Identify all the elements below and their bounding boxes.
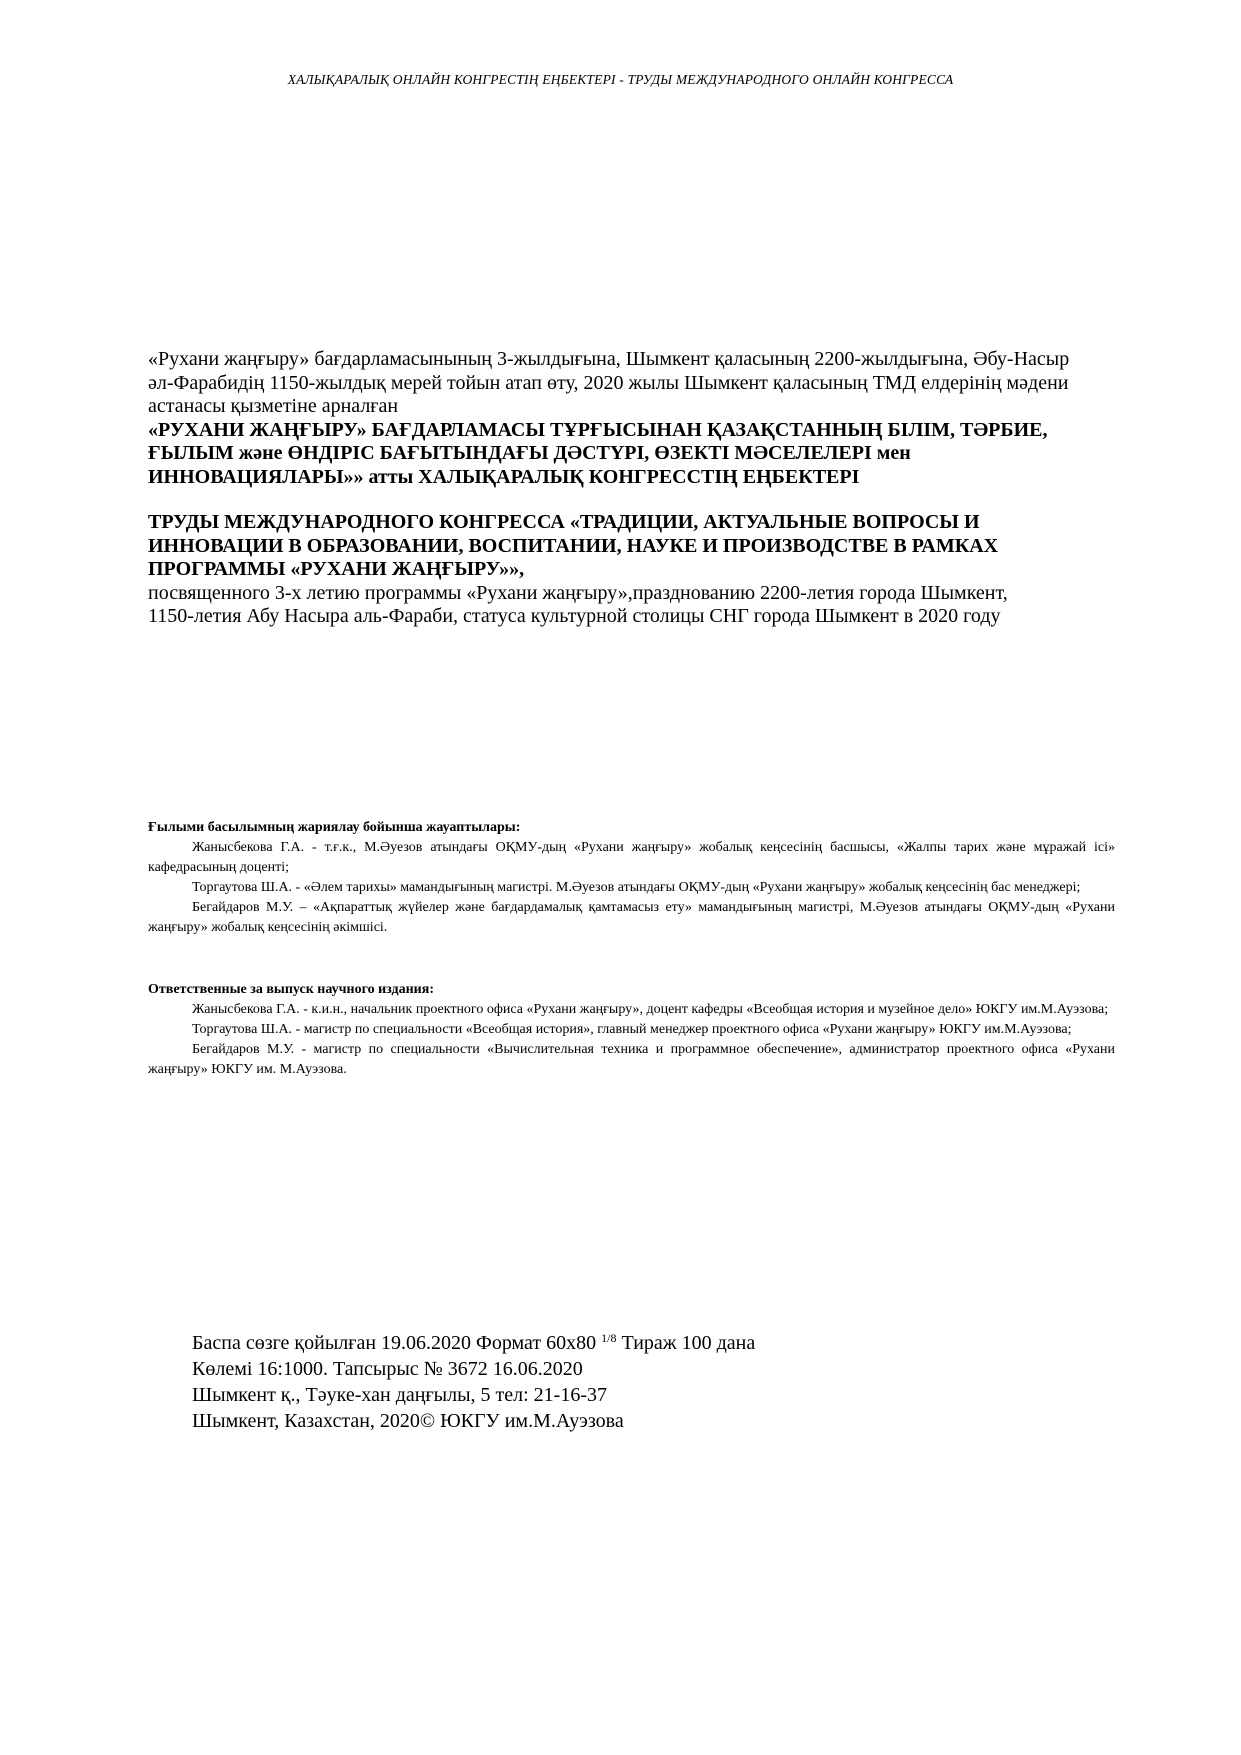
responsible-kz-heading: Ғылыми басылымның жариялау бойынша жауаптылары: [148, 820, 521, 835]
responsible-ru-item: Бегайдаров М.У. - магистр по специальности «Вычислительная техника и программное обеспечение», администратор проектного офиса «Рухани жаңғыру» ЮКГУ им. М.Ауэзова. [148, 1042, 1115, 1077]
imprint-line-4: Шымкент, Казахстан, 2020© ЮКГУ им.М.Ауэзова [192, 1410, 624, 1432]
kz-intro: «Рухани жаңғыру» бағдарламасынының 3-жылдығына, Шымкент қаласының 2200-жылдығына, Әбу-Насыр әл-Фарабидің 1150-жылдық мерей тойын атап өту, 2020 жылы Шымкент қаласының ТМД елдерінің мәдени астанасы қызметіне арналған [148, 348, 1070, 417]
imprint-line-2: Көлемі 16:1000. Тапсырыс № 3672 16.06.2020 [192, 1358, 583, 1380]
format-fraction-denominator: /8 [607, 1331, 617, 1345]
ru-dedication-line-1: посвященного 3-х летию программы «Рухани жаңғыру»,празднованию 2200-летия города Шымкент, [148, 581, 1008, 604]
imprint-line-1-suffix: Тираж 100 дана [616, 1332, 756, 1354]
format-fraction-numerator: 1 [601, 1331, 608, 1345]
responsible-kz-section [148, 818, 1115, 938]
ru-dedication [148, 582, 1088, 629]
responsible-kz-item: Торгаутова Ш.А. - «Әлем тарихы» мамандығының магистрі. М.Әуезов атындағы ОҚМУ-дың «Рухани жаңғыру» жобалық кеңсесінің бас менеджері; [192, 880, 1081, 895]
responsible-kz-item: Жанысбекова Г.А. - т.ғ.к., М.Әуезов атындағы ОҚМУ-дың «Рухани жаңғыру» жобалық кеңсесінің басшысы, «Жалпы тарих және мұражай ісі» кафедрасының доценті; [148, 840, 1115, 875]
imprint-line-3: Шымкент қ., Тәуке-хан даңғылы, 5 тел: 21-16-37 [192, 1384, 607, 1406]
running-header: ХАЛЫҚАРАЛЫҚ ОНЛАЙН КОНГРЕСТІҢ ЕҢБЕКТЕРІ - ТРУДЫ МЕЖДУНАРОДНОГО ОНЛАЙН КОНГРЕССА [287, 72, 954, 87]
spacer [148, 489, 1088, 511]
ru-congress-title: ТРУДЫ МЕЖДУНАРОДНОГО КОНГРЕССА «ТРАДИЦИИ, АКТУАЛЬНЫЕ ВОПРОСЫ И ИННОВАЦИИ В ОБРАЗОВАНИИ, ВОСПИТАНИИ, НАУКЕ И ПРОИЗВОДСТВЕ В РАМКАХ ПРОГРАММЫ «РУХАНИ ЖАҢҒЫРУ»», [148, 511, 999, 580]
responsible-ru-heading: Ответственные за выпуск научного издания: [148, 982, 434, 997]
imprint-block [192, 1330, 755, 1434]
responsible-ru-item: Торгаутова Ш.А. - магистр по специальности «Всеобщая история», главный менеджер проектного офиса «Рухани жаңғыру» ЮКГУ им.М.Ауэзова; [192, 1022, 1072, 1037]
ru-dedication-line-2: 1150-летия Абу Насыра аль-Фараби, статуса культурной столицы СНГ города Шымкент в 2020 году [148, 605, 1001, 627]
kz-congress-title: «РУХАНИ ЖАҢҒЫРУ» БАҒДАРЛАМАСЫ ТҰРҒЫСЫНАН ҚАЗАҚСТАННЫҢ БІЛІМ, ТӘРБИЕ, ҒЫЛЫМ және ӨНДІРІС БАҒЫТЫНДАҒЫ ДӘСТҮРІ, ӨЗЕКТІ МӘСЕЛЕЛЕРІ мен ИННОВАЦИЯЛАРЫ»» атты ХАЛЫҚАРАЛЫҚ КОНГРЕССТІҢ ЕҢБЕКТЕРІ [148, 418, 1048, 488]
title-block [148, 348, 1088, 629]
responsible-ru-item: Жанысбекова Г.А. - к.и.н., начальник проектного офиса «Рухани жаңғыру», доцент кафедры «Всеобщая история и музейное дело» ЮКГУ им.М.Ауэзова; [192, 1002, 1109, 1017]
imprint-line-1 [192, 1330, 755, 1356]
imprint-line-1-prefix: Баспа сөзге қойылған 19.06.2020 Формат 60х80 [192, 1332, 602, 1354]
responsible-ru-section [148, 980, 1115, 1080]
responsible-kz-item: Бегайдаров М.У. – «Ақпараттық жүйелер және бағдардамалық қамтамасыз ету» мамандығының магистрі, М.Әуезов атындағы ОҚМУ-дың «Рухани жаңғыру» жобалық кеңсесінің әкімшісі. [148, 900, 1115, 935]
